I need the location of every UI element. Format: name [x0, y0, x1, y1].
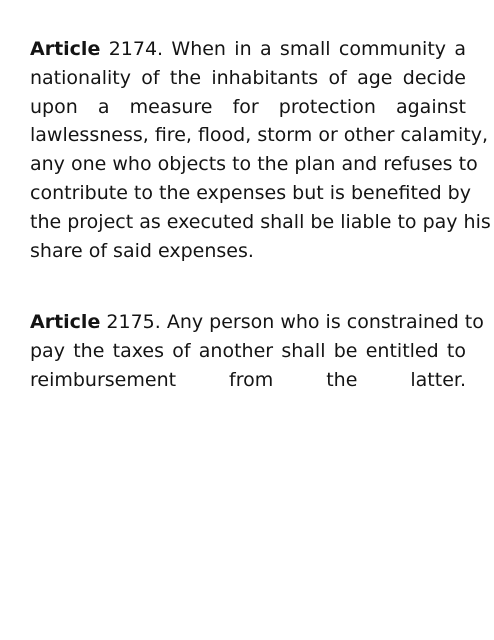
article-2175-paragraph	[30, 308, 484, 394]
article-2174-line-2: nationality of the inhabitants of age decide	[30, 66, 466, 89]
article-2174-line-4: lawlessness, fire, flood, storm or other calamity,	[30, 124, 488, 147]
article-2174-first-line-text: 2174. When in a small community a	[108, 38, 466, 60]
article-2174-line-8: share of said expenses.	[30, 239, 254, 262]
article-2174-line-7: the project as executed shall be liable to pay his	[30, 210, 491, 233]
article-2174-line-6: contribute to the expenses but is benefited by	[30, 181, 471, 204]
article-2174-paragraph	[30, 35, 491, 265]
article-2175-line-2: pay the taxes of another shall be entitled to	[30, 340, 466, 363]
article-2175-label: Article	[30, 311, 101, 334]
article-2174-label: Article	[30, 38, 101, 60]
article-2175-first-line-text: 2175. Any person who is constrained to	[106, 311, 484, 334]
article-2175-line-3: reimbursement from the latter.	[30, 368, 466, 391]
article-2174-line-3: upon a measure for protection against	[30, 95, 466, 118]
article-2174-line-5: any one who objects to the plan and refuses to	[30, 153, 478, 176]
article-2174-line-1	[30, 35, 466, 64]
article-2175-line-1	[30, 308, 484, 337]
